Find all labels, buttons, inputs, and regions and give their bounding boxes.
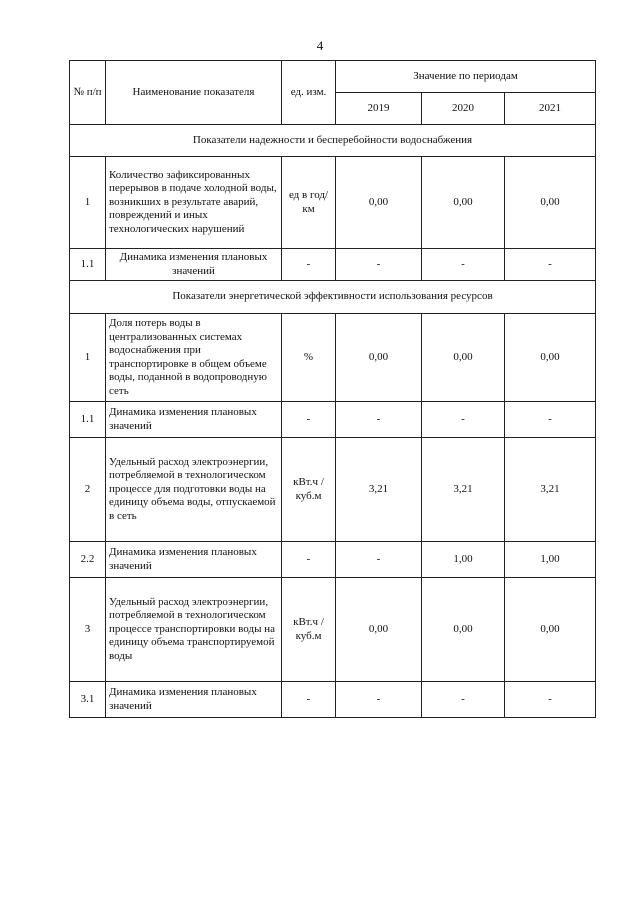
section-title: Показатели надежности и бесперебойности водоснабжения [70, 125, 596, 157]
row-value: 0,00 [505, 314, 596, 402]
table-row [70, 314, 596, 402]
row-unit: - [282, 402, 336, 438]
row-value: 0,00 [505, 157, 596, 249]
row-num: 2 [70, 438, 106, 542]
row-name: Динамика изменения плановых значений [106, 249, 282, 281]
row-name: Динамика изменения плановых значений [106, 402, 282, 438]
row-value: 0,00 [505, 578, 596, 682]
table-row [70, 542, 596, 578]
row-unit: - [282, 542, 336, 578]
row-value: - [505, 249, 596, 281]
header-year: 2020 [422, 93, 505, 125]
row-value: - [505, 682, 596, 718]
indicators-table [69, 60, 596, 718]
row-unit: - [282, 249, 336, 281]
row-value: 1,00 [505, 542, 596, 578]
row-name: Динамика изменения плановых значений [106, 682, 282, 718]
row-num: 1.1 [70, 249, 106, 281]
header-name: Наименование показателя [106, 61, 282, 125]
row-unit: - [282, 682, 336, 718]
section-title-row [70, 125, 596, 157]
row-value: 3,21 [505, 438, 596, 542]
header-unit: ед. изм. [282, 61, 336, 125]
row-value: 0,00 [422, 314, 505, 402]
row-num: 1 [70, 157, 106, 249]
row-num: 1 [70, 314, 106, 402]
table-row [70, 157, 596, 249]
row-value: 0,00 [336, 157, 422, 249]
row-num: 3.1 [70, 682, 106, 718]
row-name: Удельный расход электроэнергии, потребляемой в технологическом процессе для подготовки воды на единицу объема воды, отпускаемой в сеть [106, 438, 282, 542]
row-value: 0,00 [336, 314, 422, 402]
row-unit: кВт.ч / куб.м [282, 438, 336, 542]
row-value: - [336, 682, 422, 718]
header-year: 2019 [336, 93, 422, 125]
page-number: 4 [316, 38, 324, 53]
table-row [70, 682, 596, 718]
row-value: - [422, 402, 505, 438]
header-year: 2021 [505, 93, 596, 125]
row-name: Удельный расход электроэнергии, потребляемой в технологическом процессе транспортировки воды на единицу объема транспортируемой воды [106, 578, 282, 682]
row-name: Количество зафиксированных перерывов в подаче холодной воды, возникших в результате аварий, повреждений и иных технологических нарушений [106, 157, 282, 249]
section-title-row [70, 281, 596, 314]
header-row-top [70, 61, 596, 93]
row-value: - [505, 402, 596, 438]
row-unit: кВт.ч / куб.м [282, 578, 336, 682]
section-title: Показатели энергетической эффективности использования ресурсов [70, 281, 596, 314]
row-value: 0,00 [336, 578, 422, 682]
row-num: 1.1 [70, 402, 106, 438]
row-unit: % [282, 314, 336, 402]
table-row [70, 249, 596, 281]
header-num: № п/п [70, 61, 106, 125]
table-row [70, 438, 596, 542]
row-value: - [336, 249, 422, 281]
row-value: - [336, 402, 422, 438]
row-unit: ед в год/ км [282, 157, 336, 249]
header-periods: Значение по периодам [336, 61, 596, 93]
row-num: 2.2 [70, 542, 106, 578]
table-row [70, 402, 596, 438]
row-value: - [336, 542, 422, 578]
row-value: - [422, 682, 505, 718]
row-value: 0,00 [422, 578, 505, 682]
row-name: Доля потерь воды в централизованных системах водоснабжения при транспортировке в общем объеме воды, поданной в водопроводную сеть [106, 314, 282, 402]
table-row [70, 578, 596, 682]
row-name: Динамика изменения плановых значений [106, 542, 282, 578]
row-value: 1,00 [422, 542, 505, 578]
row-value: 3,21 [422, 438, 505, 542]
row-value: - [422, 249, 505, 281]
row-value: 0,00 [422, 157, 505, 249]
row-value: 3,21 [336, 438, 422, 542]
row-num: 3 [70, 578, 106, 682]
